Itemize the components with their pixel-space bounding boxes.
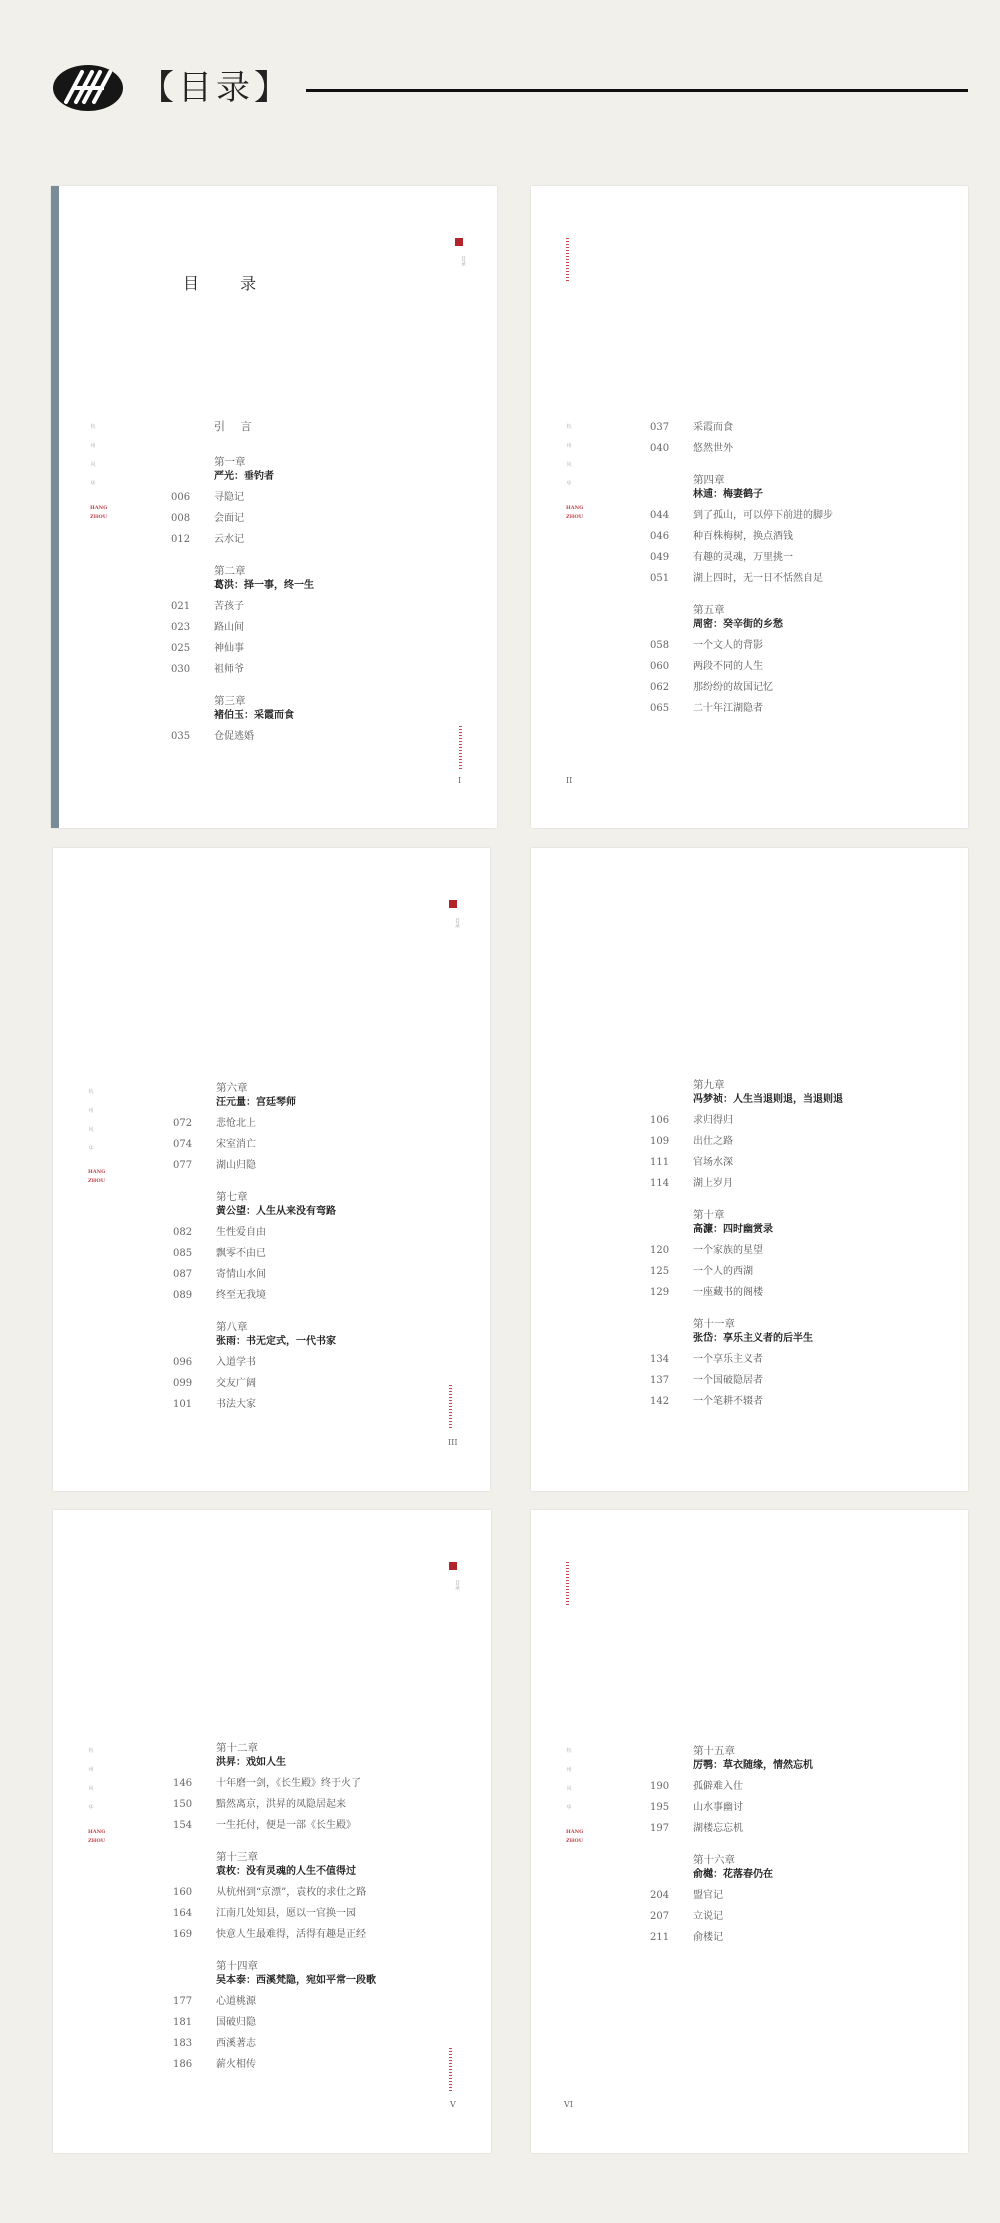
entry-page: 058 — [650, 640, 670, 651]
entry-title: 一个笔耕不辍者 — [693, 1396, 763, 1407]
entry-title: 会面记 — [214, 513, 244, 524]
entry-title: 一个家族的星望 — [693, 1245, 763, 1256]
entry-title: 采霞而食 — [693, 422, 733, 433]
red-dash-ornament — [566, 238, 569, 282]
entry-page: 030 — [171, 664, 191, 675]
entry-page: 101 — [173, 1399, 193, 1410]
chapter-title: 褚伯玉：采霞而食 — [214, 710, 294, 721]
toc-entry[interactable] — [173, 1924, 484, 1945]
toc-entry[interactable] — [173, 1243, 481, 1264]
toc-page-4 — [531, 848, 968, 1491]
chapter-block — [650, 1743, 958, 1839]
entry-title: 求归得归 — [693, 1115, 733, 1126]
entry-page: 008 — [171, 513, 191, 524]
entry-title: 交友广阔 — [216, 1378, 256, 1389]
chapter-title: 林逋：梅妻鹤子 — [693, 489, 763, 500]
toc-entry[interactable] — [173, 2033, 484, 2054]
chapter-block — [173, 1080, 481, 1176]
toc-entry[interactable] — [173, 1815, 484, 1836]
brand-logo-icon — [52, 62, 124, 114]
toc-page-5 — [53, 1510, 491, 2153]
entry-page: 106 — [650, 1115, 670, 1126]
chapter-number: 第十三章 — [216, 1851, 258, 1863]
entry-title: 路山间 — [214, 622, 244, 633]
entry-title: 十年磨一剑，《长生殿》终于火了 — [216, 1778, 361, 1789]
toc-list — [650, 1077, 958, 1412]
vertical-section-label: 目录 — [454, 918, 460, 928]
entry-page: 190 — [650, 1781, 670, 1792]
entry-title: 书法大家 — [216, 1399, 256, 1410]
entry-page: 006 — [171, 492, 191, 503]
entry-page: 049 — [650, 552, 670, 563]
toc-entry[interactable] — [173, 1222, 481, 1243]
entry-page: 111 — [650, 1157, 670, 1168]
chapter-number: 第二章 — [214, 565, 246, 577]
toc-entry[interactable] — [173, 1155, 481, 1176]
entry-title: 山水事幽讨 — [693, 1802, 743, 1813]
chapter-number: 第五章 — [693, 604, 725, 616]
entry-title: 湖上四时，无一日不恬然自足 — [693, 573, 823, 584]
entry-page: 134 — [650, 1354, 670, 1365]
side-text-grey: 杭州风华 — [88, 1748, 94, 1811]
chapter-block — [171, 563, 484, 680]
entry-title: 黯然离京，洪昇的凤隐居起来 — [216, 1799, 346, 1810]
entry-page: 137 — [650, 1375, 670, 1386]
chapter-number: 第九章 — [693, 1079, 725, 1091]
chapter-block — [173, 1189, 481, 1306]
toc-entry[interactable] — [650, 1110, 958, 1131]
entry-page: 211 — [650, 1932, 670, 1943]
entry-title: 一座藏书的阁楼 — [693, 1287, 763, 1298]
chapter-title: 周密：癸辛街的乡愁 — [693, 619, 783, 630]
chapter-block — [650, 417, 958, 459]
vertical-section-label: 目录 — [460, 256, 466, 266]
toc-entry[interactable] — [650, 438, 958, 459]
toc-list — [173, 1740, 484, 2075]
entry-page: 146 — [173, 1778, 193, 1789]
entry-page: 074 — [173, 1139, 193, 1150]
toc-entry[interactable] — [650, 1906, 958, 1927]
entry-title: 仓促逃婚 — [214, 731, 254, 742]
page-heading: 目 录 — [183, 274, 275, 293]
chapter-number: 第八章 — [216, 1321, 248, 1333]
entry-title: 祖师爷 — [214, 664, 244, 675]
toc-entry[interactable] — [173, 1264, 481, 1285]
entry-page: 183 — [173, 2038, 193, 2049]
entry-title: 盟官记 — [693, 1890, 723, 1901]
chapter-title: 汪元量：宫廷琴师 — [216, 1097, 296, 1108]
entry-title: 一个文人的背影 — [693, 640, 763, 651]
toc-entry[interactable] — [650, 1173, 958, 1194]
page-number: I — [458, 776, 462, 785]
chapter-block — [650, 1077, 958, 1194]
toc-entry[interactable] — [650, 656, 958, 677]
chapter-number: 第十四章 — [216, 1960, 258, 1972]
toc-entry[interactable] — [173, 1903, 484, 1924]
toc-entry[interactable] — [173, 1394, 481, 1415]
entry-page: 186 — [173, 2059, 193, 2070]
chapter-number: 第十五章 — [693, 1745, 735, 1757]
chapter-title: 张岱：享乐主义者的后半生 — [693, 1333, 813, 1344]
toc-entry[interactable] — [173, 1773, 484, 1794]
toc-entry[interactable] — [650, 1131, 958, 1152]
entry-page: 087 — [173, 1269, 193, 1280]
toc-entry[interactable] — [650, 1261, 958, 1282]
side-text-red: HANG ZHOU — [90, 505, 108, 520]
chapter-block — [650, 1852, 958, 1948]
entry-title: 寻隐记 — [214, 492, 244, 503]
toc-entry[interactable] — [650, 635, 958, 656]
chapter-block — [650, 1207, 958, 1303]
entry-title: 快意人生最难得，活得有趣是正经 — [216, 1929, 366, 1940]
toc-entry[interactable] — [173, 1794, 484, 1815]
entry-title: 终至无我境 — [216, 1290, 266, 1301]
entry-title: 寄情山水间 — [216, 1269, 266, 1280]
entry-title: 那纷纷的故国记忆 — [693, 682, 773, 693]
entry-title: 云水记 — [214, 534, 244, 545]
toc-entry[interactable] — [650, 1282, 958, 1303]
entry-title: 薪火相传 — [216, 2059, 256, 2070]
entry-page: 195 — [650, 1802, 670, 1813]
chapter-block — [173, 1958, 484, 2075]
chapter-title: 洪昇：戏如人生 — [216, 1757, 286, 1768]
chapter-title: 厉鹗：草衣随缘，情然忘机 — [693, 1760, 813, 1771]
side-text-red: HANG ZHOU — [88, 1169, 106, 1184]
entry-title: 心道桃源 — [216, 1996, 256, 2007]
toc-entry[interactable] — [171, 529, 484, 550]
chapter-number: 第十一章 — [693, 1318, 735, 1330]
intro-label: 引 言 — [214, 420, 258, 433]
entry-page: 035 — [171, 731, 191, 742]
entry-title: 一个国破隐居者 — [693, 1375, 763, 1386]
toc-list — [173, 1080, 481, 1415]
red-square-mark — [449, 1562, 457, 1570]
toc-entry[interactable] — [173, 1134, 481, 1155]
toc-entry[interactable] — [171, 617, 484, 638]
toc-entry[interactable] — [650, 1349, 958, 1370]
chapter-number: 第十二章 — [216, 1742, 258, 1754]
toc-list — [650, 417, 958, 719]
toc-entry[interactable] — [650, 1776, 958, 1797]
toc-entry[interactable] — [650, 1818, 958, 1839]
chapter-number: 第六章 — [216, 1082, 248, 1094]
toc-entry[interactable] — [173, 1113, 481, 1134]
toc-entry[interactable] — [650, 1370, 958, 1391]
chapter-number: 第七章 — [216, 1191, 248, 1203]
entry-page: 025 — [171, 643, 191, 654]
chapter-block — [650, 1316, 958, 1412]
toc-entry[interactable] — [650, 505, 958, 526]
entry-page: 046 — [650, 531, 670, 542]
entry-title: 一个人的西湖 — [693, 1266, 753, 1277]
entry-page: 089 — [173, 1290, 193, 1301]
entry-title: 湖山归隐 — [216, 1160, 256, 1171]
toc-entry[interactable] — [650, 1152, 958, 1173]
vertical-section-label: 目录 — [454, 1580, 460, 1590]
entry-title: 江南几处知县，愿以一官换一园 — [216, 1908, 356, 1919]
chapter-title: 张雨：书无定式，一代书家 — [216, 1336, 336, 1347]
entry-page: 160 — [173, 1887, 193, 1898]
entry-title: 俞楼记 — [693, 1932, 723, 1943]
entry-title: 国破归隐 — [216, 2017, 256, 2028]
entry-page: 204 — [650, 1890, 670, 1901]
entry-title: 悠然世外 — [693, 443, 733, 454]
entry-page: 129 — [650, 1287, 670, 1298]
chapter-title: 严光：垂钓者 — [214, 471, 274, 482]
chapter-title: 俞樾：花落春仍在 — [693, 1869, 773, 1880]
entry-title: 孤僻难入仕 — [693, 1781, 743, 1792]
entry-page: 150 — [173, 1799, 193, 1810]
side-text-red: HANG ZHOU — [566, 505, 584, 520]
red-square-mark — [455, 238, 463, 246]
chapter-block — [173, 1319, 481, 1415]
page-number: III — [448, 1438, 458, 1447]
catalog-header — [0, 0, 1000, 130]
toc-entry[interactable] — [173, 1882, 484, 1903]
entry-title: 宋室消亡 — [216, 1139, 256, 1150]
entry-page: 154 — [173, 1820, 193, 1831]
entry-page: 177 — [173, 1996, 193, 2007]
entry-title: 一个享乐主义者 — [693, 1354, 763, 1365]
entry-title: 两段不同的人生 — [693, 661, 763, 672]
entry-title: 湖上岁月 — [693, 1178, 733, 1189]
toc-entry[interactable] — [650, 1391, 958, 1412]
toc-entry[interactable] — [171, 596, 484, 617]
toc-entry[interactable] — [173, 1991, 484, 2012]
chapter-title: 吴本泰：西溪梵隐，宛如平常一段歌 — [216, 1975, 376, 1986]
chapter-number: 第一章 — [214, 456, 246, 468]
toc-entry[interactable] — [650, 1240, 958, 1261]
entry-page: 040 — [650, 443, 670, 454]
entry-page: 023 — [171, 622, 191, 633]
toc-entry[interactable] — [173, 1373, 481, 1394]
entry-title: 湖楼忘忘机 — [693, 1823, 743, 1834]
chapter-title: 袁枚：没有灵魂的人生不值得过 — [216, 1866, 356, 1877]
entry-title: 生性爱自由 — [216, 1227, 266, 1238]
entry-page: 099 — [173, 1378, 193, 1389]
entry-page: 164 — [173, 1908, 193, 1919]
chapter-number: 第四章 — [693, 474, 725, 486]
entry-page: 120 — [650, 1245, 670, 1256]
entry-page: 044 — [650, 510, 670, 521]
header-title: 【目录】 — [140, 68, 292, 108]
side-text-grey: 杭州风华 — [566, 424, 572, 487]
entry-page: 037 — [650, 422, 670, 433]
side-text-grey: 杭州风华 — [90, 424, 96, 487]
page-number: V — [450, 2100, 456, 2109]
toc-entry[interactable] — [650, 568, 958, 589]
toc-entry[interactable] — [171, 487, 484, 508]
toc-entry[interactable] — [650, 1797, 958, 1818]
chapter-block — [173, 1849, 484, 1945]
entry-page: 197 — [650, 1823, 670, 1834]
chapter-title: 冯梦祯：人生当退则退，当退则退 — [693, 1094, 843, 1105]
toc-entry[interactable] — [171, 659, 484, 680]
entry-title: 官场水深 — [693, 1157, 733, 1168]
toc-entry[interactable] — [171, 638, 484, 659]
chapter-block — [173, 1740, 484, 1836]
entry-title: 西溪著志 — [216, 2038, 256, 2049]
entry-page: 051 — [650, 573, 670, 584]
entry-page: 207 — [650, 1911, 670, 1922]
entry-title: 立说记 — [693, 1911, 723, 1922]
entry-page: 125 — [650, 1266, 670, 1277]
entry-page: 012 — [171, 534, 191, 545]
chapter-title: 高濂：四时幽赏录 — [693, 1224, 773, 1235]
entry-page: 062 — [650, 682, 670, 693]
chapter-block — [171, 693, 484, 747]
toc-entry[interactable] — [171, 726, 484, 747]
side-text-grey: 杭州风华 — [88, 1089, 94, 1152]
entry-title: 有趣的灵魂，万里挑一 — [693, 552, 793, 563]
toc-page-6 — [531, 1510, 968, 2153]
entry-page: 169 — [173, 1929, 193, 1940]
chapter-block — [171, 454, 484, 550]
entry-title: 一生托付，便是一部《长生殿》 — [216, 1820, 356, 1831]
toc-entry[interactable] — [650, 526, 958, 547]
entry-title: 到了孤山，可以停下前进的脚步 — [693, 510, 833, 521]
toc-entry[interactable] — [173, 2054, 484, 2075]
chapter-block — [650, 472, 958, 589]
entry-title: 悲怆北上 — [216, 1118, 256, 1129]
toc-entry[interactable] — [650, 547, 958, 568]
red-dash-ornament — [566, 1562, 569, 1606]
toc-entry[interactable] — [171, 508, 484, 529]
entry-page: 096 — [173, 1357, 193, 1368]
entry-page: 060 — [650, 661, 670, 672]
header-rule — [306, 89, 968, 92]
toc-entry[interactable] — [650, 1885, 958, 1906]
entry-title: 出仕之路 — [693, 1136, 733, 1147]
entry-title: 入道学书 — [216, 1357, 256, 1368]
side-text-red: HANG ZHOU — [566, 1829, 584, 1844]
toc-entry[interactable] — [650, 417, 958, 438]
entry-title: 种百株梅树，换点酒钱 — [693, 531, 793, 542]
page-number: VI — [564, 2100, 573, 2109]
entry-page: 077 — [173, 1160, 193, 1171]
entry-page: 065 — [650, 703, 670, 714]
toc-entry[interactable] — [650, 1927, 958, 1948]
chapter-number: 第三章 — [214, 695, 246, 707]
toc-entry[interactable] — [173, 1352, 481, 1373]
chapter-block — [650, 602, 958, 719]
toc-entry[interactable] — [650, 677, 958, 698]
entry-title: 苦孩子 — [214, 601, 244, 612]
entry-page: 109 — [650, 1136, 670, 1147]
entry-page: 181 — [173, 2017, 193, 2028]
entry-title: 二十年江湖隐者 — [693, 703, 763, 714]
side-text-red: HANG ZHOU — [88, 1829, 106, 1844]
toc-entry[interactable] — [650, 698, 958, 719]
red-square-mark — [449, 900, 457, 908]
toc-list — [650, 1743, 958, 1948]
entry-page: 142 — [650, 1396, 670, 1407]
entry-page: 114 — [650, 1178, 670, 1189]
page-number: II — [566, 776, 573, 785]
entry-page: 085 — [173, 1248, 193, 1259]
entry-page: 072 — [173, 1118, 193, 1129]
chapter-number: 第十六章 — [693, 1854, 735, 1866]
toc-page-1 — [51, 186, 497, 828]
chapter-title: 葛洪：择一事，终一生 — [214, 580, 314, 591]
toc-entry[interactable] — [173, 1285, 481, 1306]
entry-title: 飘零不由已 — [216, 1248, 266, 1259]
entry-title: 神仙事 — [214, 643, 244, 654]
entry-title: 从杭州到“京漂”，袁枚的求仕之路 — [216, 1887, 367, 1898]
entry-page: 021 — [171, 601, 191, 612]
side-text-grey: 杭州风华 — [566, 1748, 572, 1811]
chapter-title: 黄公望：人生从来没有弯路 — [216, 1206, 336, 1217]
toc-entry[interactable] — [173, 2012, 484, 2033]
toc-list — [171, 418, 484, 747]
toc-page-2 — [531, 186, 968, 828]
entry-page: 082 — [173, 1227, 193, 1238]
chapter-number: 第十章 — [693, 1209, 725, 1221]
toc-page-3 — [53, 848, 490, 1491]
